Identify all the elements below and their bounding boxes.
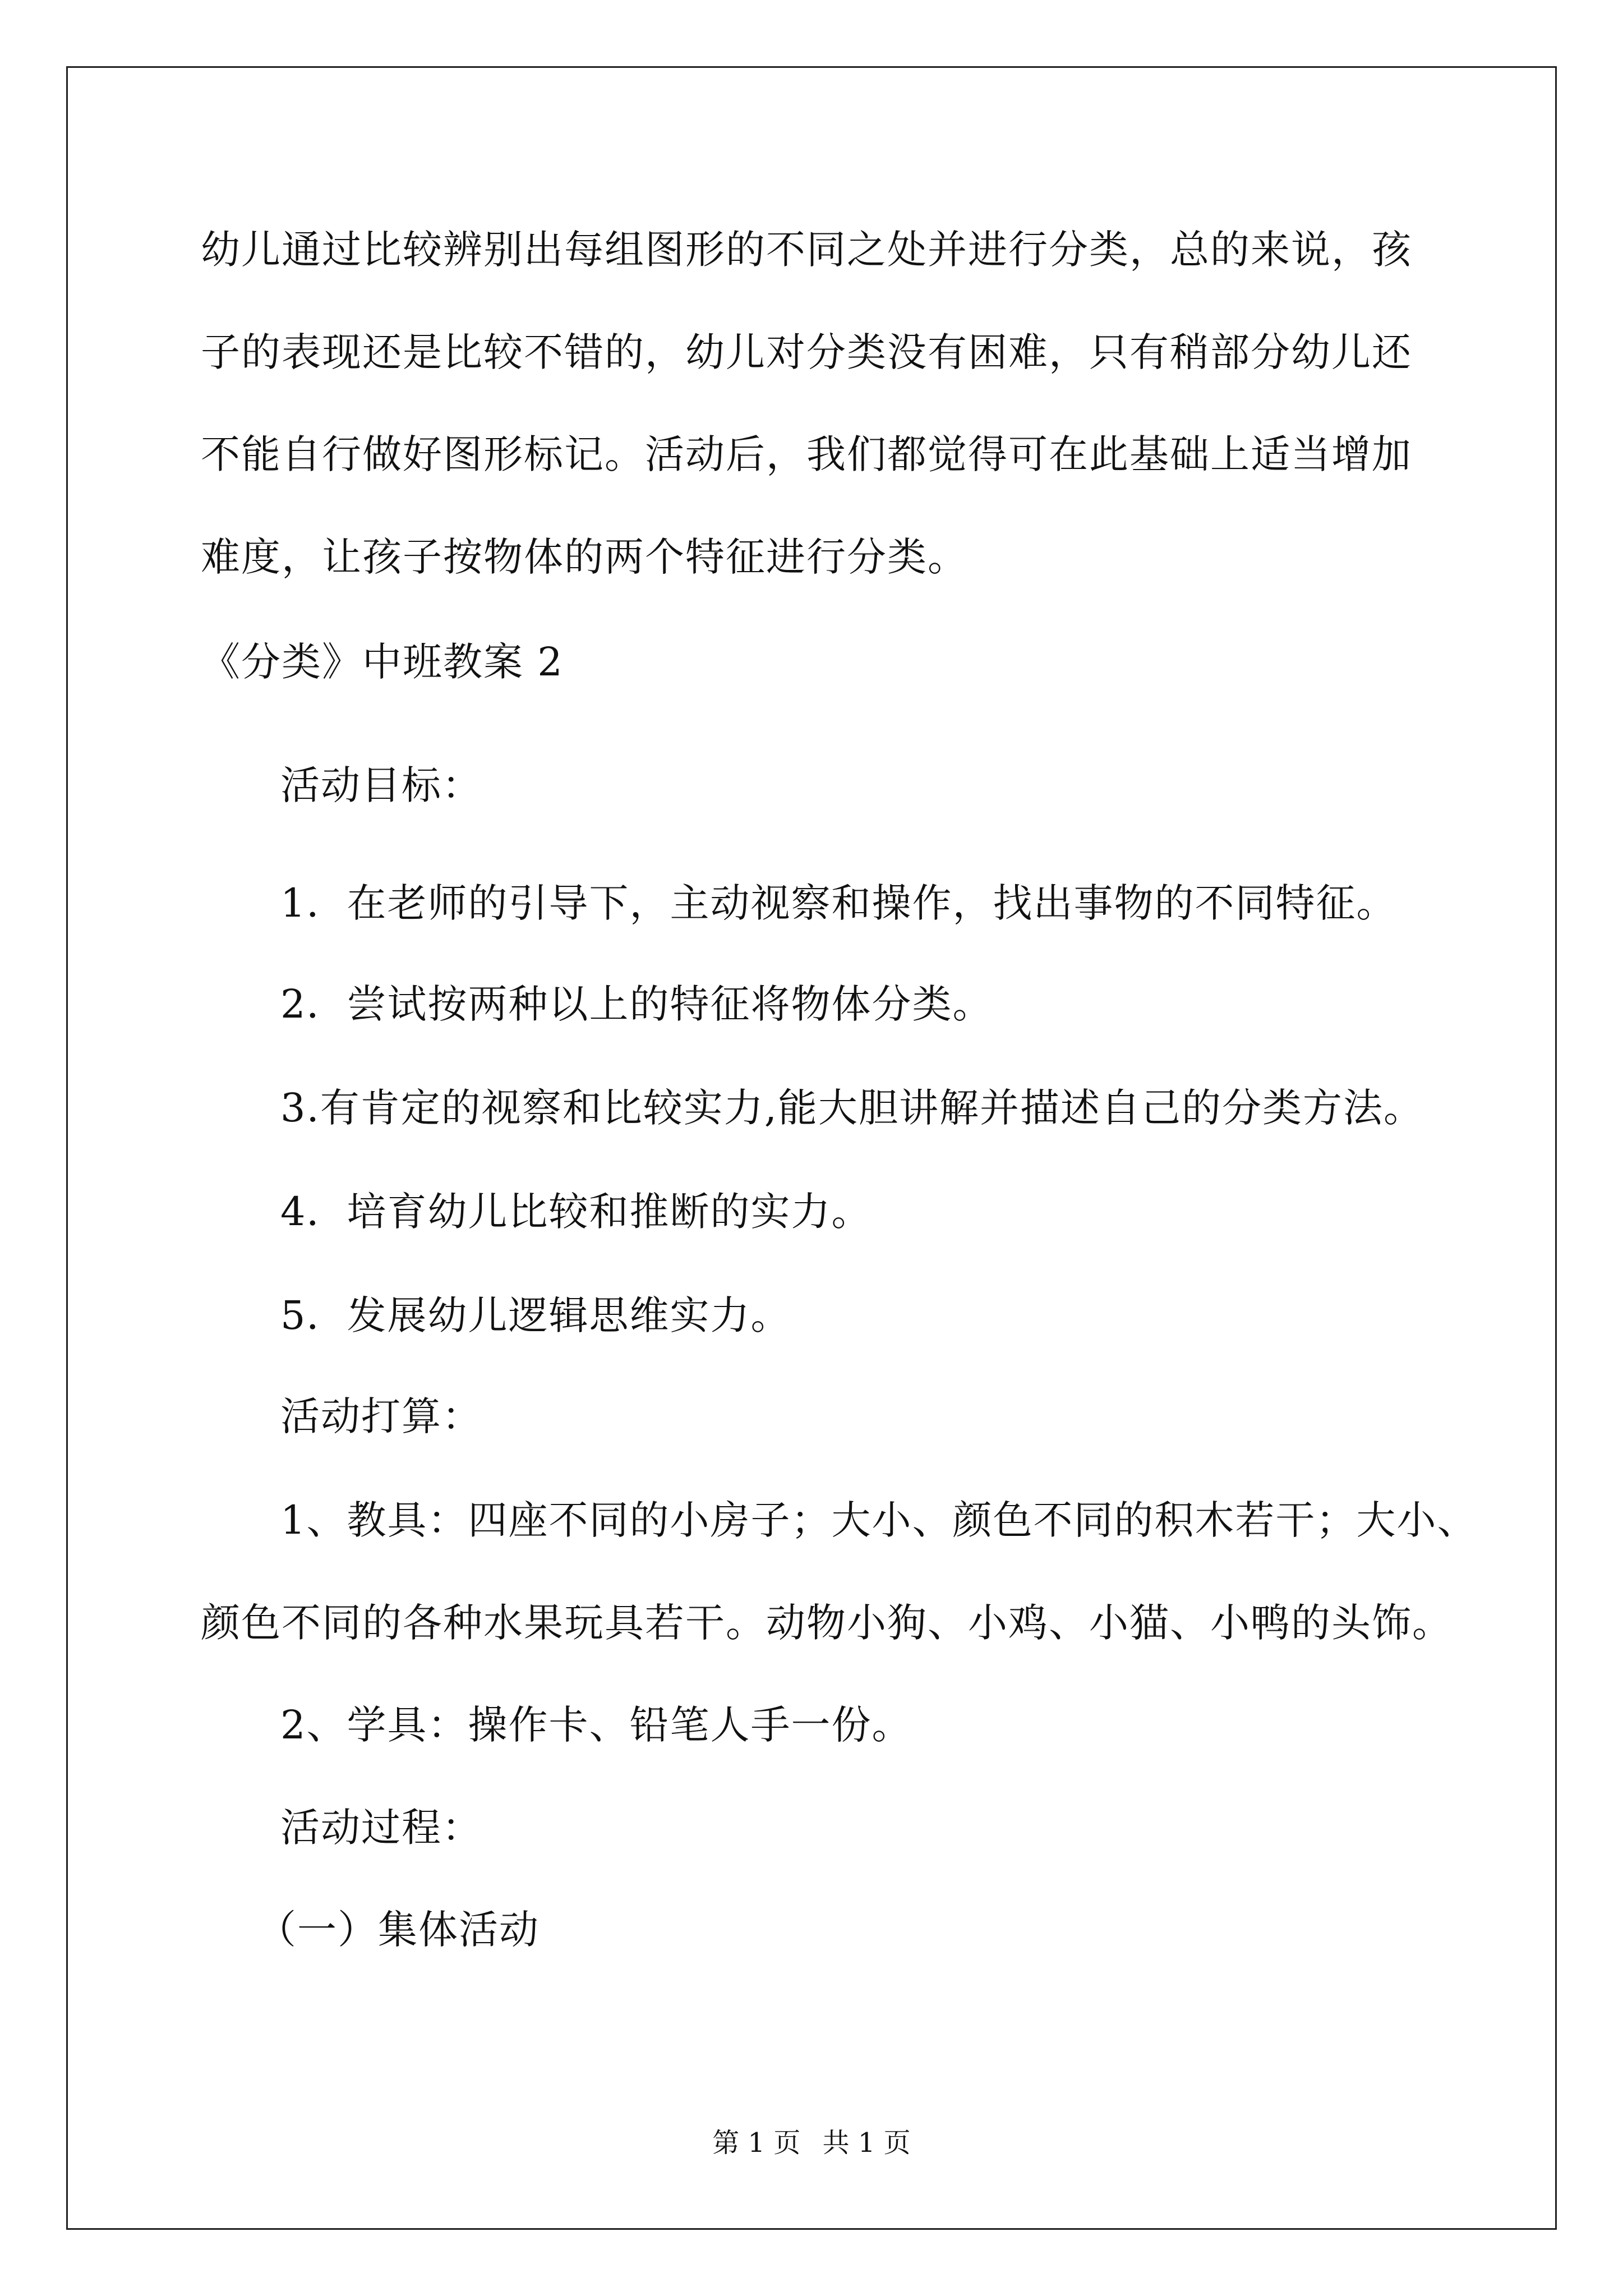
body-line-3: 不能自行做好图形标记。活动后，我们都觉得可在此基础上适当增加 [201,431,1412,477]
goal-item-2: 2．尝试按两种以上的特征将物体分类。 [280,981,993,1027]
prep-item-2: 2、学具：操作卡、铅笔人手一份。 [280,1702,912,1748]
page-number: 第 1 页 [712,2127,801,2159]
goal-item-5: 5．发展幼儿逻辑思维实力。 [280,1292,791,1338]
body-line-1: 幼儿通过比较辨别出每组图形的不同之处并进行分类，总的来说，孩 [201,227,1412,273]
goal-item-4: 4．培育幼儿比较和推断的实力。 [280,1189,872,1235]
page-footer [0,2126,1623,2160]
heading-activity-preparation: 活动打算： [280,1393,482,1439]
total-pages: 共 1 页 [822,2127,911,2159]
heading-activity-goals: 活动目标： [280,762,482,808]
prep-item-1: 1、教具：四座不同的小房子；大小、颜色不同的积木若干；大小、 [280,1497,1478,1543]
heading-activity-process: 活动过程： [280,1805,482,1851]
prep-item-1-continued: 颜色不同的各种水果玩具若干。动物小狗、小鸡、小猫、小鸭的头饰。 [201,1600,1453,1646]
body-line-4: 难度，让孩子按物体的两个特征进行分类。 [201,534,968,580]
goal-item-3: 3.有肯定的视察和比较实力,能大胆讲解并描述自己的分类方法。 [280,1085,1424,1131]
goal-item-1: 1．在老师的引导下，主动视察和操作，找出事物的不同特征。 [280,880,1397,926]
process-subheading-1: （一）集体活动 [257,1907,540,1953]
body-line-2: 子的表现还是比较不错的，幼儿对分类没有困难，只有稍部分幼儿还 [201,329,1412,375]
section-heading: 《分类》中班教案 2 [201,639,564,685]
